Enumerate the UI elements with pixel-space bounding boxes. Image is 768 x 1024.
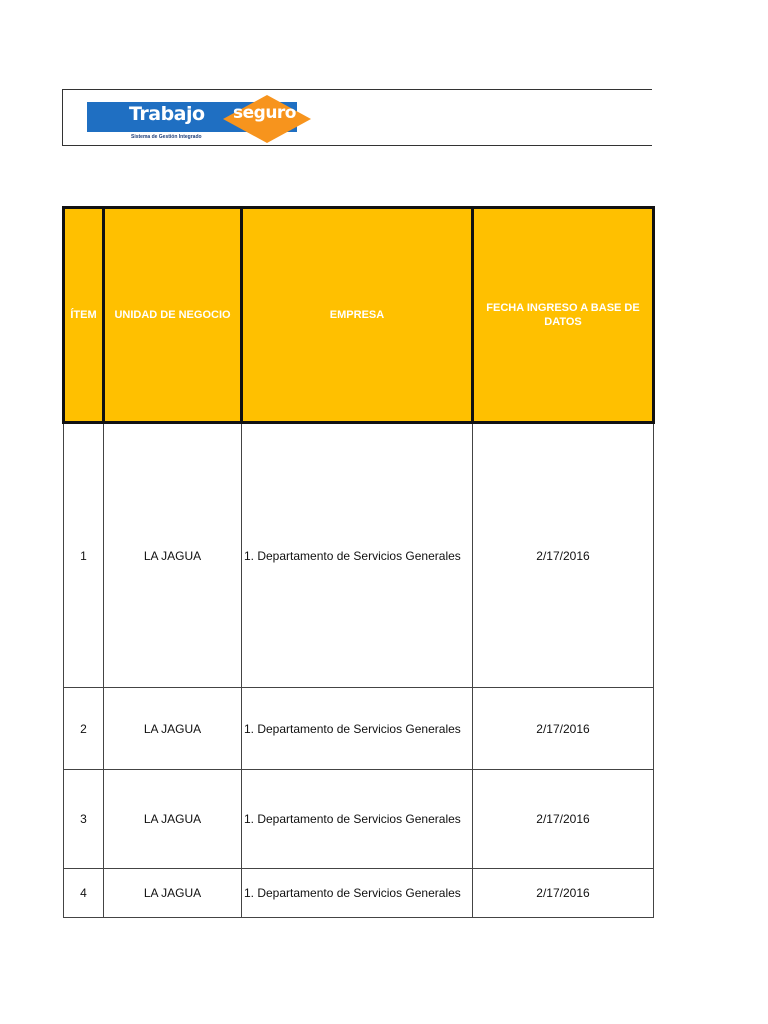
cell-unidad: LA JAGUA bbox=[104, 869, 242, 918]
cell-unidad: LA JAGUA bbox=[104, 770, 242, 869]
logo-main-text: Trabajo bbox=[129, 103, 205, 125]
table-header-row bbox=[64, 208, 654, 423]
cell-empresa: 1. Departamento de Servicios Generales bbox=[242, 869, 473, 918]
cell-empresa: 1. Departamento de Servicios Generales bbox=[242, 770, 473, 869]
cell-fecha: 2/17/2016 bbox=[473, 423, 654, 688]
cell-empresa: 1. Departamento de Servicios Generales bbox=[242, 688, 473, 770]
cell-item: 4 bbox=[64, 869, 104, 918]
logo-subtitle: Sistema de Gestión Integrado bbox=[131, 134, 202, 140]
header-unidad-de-negocio: UNIDAD DE NEGOCIO bbox=[104, 208, 242, 423]
cell-unidad: LA JAGUA bbox=[104, 423, 242, 688]
table-row bbox=[64, 423, 654, 688]
table-row bbox=[64, 688, 654, 770]
table-row bbox=[64, 869, 654, 918]
cell-fecha: 2/17/2016 bbox=[473, 869, 654, 918]
cell-fecha: 2/17/2016 bbox=[473, 688, 654, 770]
data-table bbox=[62, 206, 655, 918]
cell-unidad: LA JAGUA bbox=[104, 688, 242, 770]
cell-fecha: 2/17/2016 bbox=[473, 770, 654, 869]
header-fecha-ingreso: FECHA INGRESO A BASE DE DATOS bbox=[473, 208, 654, 423]
trabajo-seguro-logo bbox=[87, 96, 313, 142]
table-row bbox=[64, 770, 654, 869]
header-empresa: EMPRESA bbox=[242, 208, 473, 423]
header-item: ÍTEM bbox=[64, 208, 104, 423]
logo-accent-text: seguro bbox=[233, 103, 296, 123]
cell-empresa: 1. Departamento de Servicios Generales bbox=[242, 423, 473, 688]
document-header bbox=[62, 89, 652, 146]
cell-item: 2 bbox=[64, 688, 104, 770]
cell-item: 1 bbox=[64, 423, 104, 688]
cell-item: 3 bbox=[64, 770, 104, 869]
